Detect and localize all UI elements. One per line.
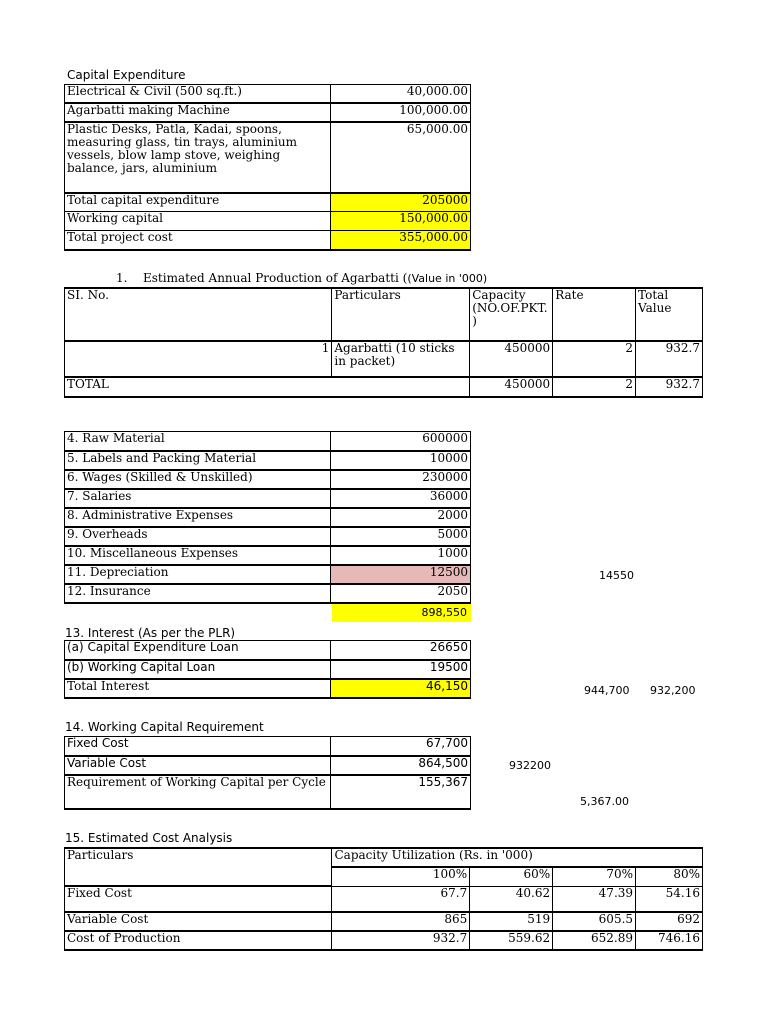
expense-value: 12500 bbox=[331, 565, 471, 584]
table-row bbox=[65, 288, 703, 341]
header-rate: Rate bbox=[553, 288, 636, 341]
table-row bbox=[65, 231, 471, 250]
expense-label: 11. Depreciation bbox=[65, 565, 331, 584]
capex-label: Plastic Desks, Patla, Kadai, spoons, measuring glass, tin trays, aluminium vessels, blow lamp stove, weighing balance, jars, aluminium bbox=[65, 122, 331, 193]
capex-label: Total capital expenditure bbox=[65, 193, 331, 212]
table-row bbox=[65, 660, 471, 679]
expense-value: 2000 bbox=[331, 508, 471, 527]
table-row bbox=[65, 451, 471, 470]
table-row bbox=[65, 912, 703, 931]
production-sl: 1 bbox=[65, 341, 332, 377]
capex-value: 205000 bbox=[331, 193, 471, 212]
percent-header: 80% bbox=[636, 867, 703, 886]
wc-value: 67,700 bbox=[331, 737, 471, 756]
cost-value: 932.7 bbox=[332, 931, 470, 950]
production-title-text: Estimated Annual Production of Agarbatti ( bbox=[143, 271, 408, 285]
table-row bbox=[65, 341, 703, 377]
table-row bbox=[65, 641, 471, 660]
wc-side-a: 932200 bbox=[509, 759, 551, 772]
table-row bbox=[65, 527, 471, 546]
expenses-side-note: 14550 bbox=[599, 569, 634, 582]
table-row bbox=[65, 212, 471, 231]
working-capital-title: 14. Working Capital Requirement bbox=[65, 720, 264, 734]
capex-label: Agarbatti making Machine bbox=[65, 103, 331, 122]
cost-value: 54.16 bbox=[636, 886, 703, 912]
table-row bbox=[65, 546, 471, 565]
header-capacity-utilization: Capacity Utilization (Rs. in '000) bbox=[332, 848, 703, 867]
interest-label: Total Interest bbox=[65, 679, 331, 698]
production-title bbox=[143, 271, 487, 285]
expense-value: 5000 bbox=[331, 527, 471, 546]
expense-label: 5. Labels and Packing Material bbox=[65, 451, 331, 470]
capex-value: 355,000.00 bbox=[331, 231, 471, 250]
capex-table bbox=[64, 84, 471, 251]
cost-label: Variable Cost bbox=[65, 912, 332, 931]
expense-value: 2050 bbox=[331, 584, 471, 603]
expense-label: 7. Salaries bbox=[65, 489, 331, 508]
cost-value: 605.5 bbox=[553, 912, 636, 931]
table-row bbox=[65, 565, 471, 584]
expense-label: 12. Insurance bbox=[65, 584, 331, 603]
table-row bbox=[65, 193, 471, 212]
interest-value: 19500 bbox=[331, 660, 471, 679]
header-particulars: Particulars bbox=[65, 848, 332, 886]
cost-value: 746.16 bbox=[636, 931, 703, 950]
interest-value: 26650 bbox=[331, 641, 471, 660]
percent-header: 100% bbox=[332, 867, 470, 886]
expense-value: 1000 bbox=[331, 546, 471, 565]
cost-analysis-title: 15. Estimated Cost Analysis bbox=[65, 831, 233, 845]
header-capacity: Capacity (NO.OF.PKT. ) bbox=[470, 288, 553, 341]
wc-label: Requirement of Working Capital per Cycle bbox=[65, 775, 331, 809]
wc-side-b: 5,367.00 bbox=[580, 795, 629, 808]
table-row bbox=[65, 432, 471, 451]
expense-label: 10. Miscellaneous Expenses bbox=[65, 546, 331, 565]
wc-value: 155,367 bbox=[331, 775, 471, 809]
expense-value: 36000 bbox=[331, 489, 471, 508]
wc-value: 864,500 bbox=[331, 756, 471, 775]
capex-label: Total project cost bbox=[65, 231, 331, 250]
production-total-rate: 2 bbox=[553, 377, 636, 397]
production-total-label: TOTAL bbox=[65, 377, 470, 397]
expenses-table bbox=[64, 431, 471, 604]
interest-label: (a) Capital Expenditure Loan bbox=[65, 641, 331, 660]
header-total-value: Total Value bbox=[636, 288, 703, 341]
capex-value: 150,000.00 bbox=[331, 212, 471, 231]
table-row bbox=[65, 679, 471, 698]
production-total-value: 932.7 bbox=[636, 377, 703, 397]
expense-label: 9. Overheads bbox=[65, 527, 331, 546]
capex-value: 65,000.00 bbox=[331, 122, 471, 193]
table-row bbox=[65, 122, 471, 193]
production-title-suffix: (Value in '000) bbox=[407, 272, 488, 285]
interest-title: 13. Interest (As per the PLR) bbox=[65, 626, 236, 640]
production-rate: 2 bbox=[553, 341, 636, 377]
production-table bbox=[64, 287, 703, 398]
cost-value: 692 bbox=[636, 912, 703, 931]
table-row bbox=[65, 848, 703, 867]
table-row bbox=[65, 737, 471, 756]
expense-value: 600000 bbox=[331, 432, 471, 451]
capex-label: Electrical & Civil (500 sq.ft.) bbox=[65, 85, 331, 103]
table-row bbox=[65, 886, 703, 912]
cost-value: 47.39 bbox=[553, 886, 636, 912]
table-row bbox=[65, 508, 471, 527]
wc-label: Fixed Cost bbox=[65, 737, 331, 756]
capex-value: 100,000.00 bbox=[331, 103, 471, 122]
interest-side-b: 932,200 bbox=[650, 684, 696, 697]
percent-header: 60% bbox=[470, 867, 553, 886]
cost-label: Fixed Cost bbox=[65, 886, 332, 912]
header-particulars: Particulars bbox=[332, 288, 470, 341]
header-sl-no: SI. No. bbox=[65, 288, 332, 341]
production-total-capacity: 450000 bbox=[470, 377, 553, 397]
table-row bbox=[65, 103, 471, 122]
cost-value: 559.62 bbox=[470, 931, 553, 950]
interest-label: (b) Working Capital Loan bbox=[65, 660, 331, 679]
interest-side-a: 944,700 bbox=[584, 684, 630, 697]
table-row bbox=[65, 377, 703, 397]
expenses-total: 898,550 bbox=[332, 604, 471, 622]
cost-analysis-table bbox=[64, 847, 703, 951]
table-row bbox=[65, 931, 703, 950]
cost-value: 40.62 bbox=[470, 886, 553, 912]
production-particulars: Agarbatti (10 sticks in packet) bbox=[332, 341, 470, 377]
cost-label: Cost of Production bbox=[65, 931, 332, 950]
cost-value: 652.89 bbox=[553, 931, 636, 950]
cost-value: 67.7 bbox=[332, 886, 470, 912]
expense-value: 230000 bbox=[331, 470, 471, 489]
interest-table bbox=[64, 640, 471, 699]
percent-header: 70% bbox=[553, 867, 636, 886]
table-row bbox=[65, 85, 471, 103]
table-row bbox=[65, 584, 471, 603]
table-row bbox=[65, 756, 471, 775]
cost-value: 519 bbox=[470, 912, 553, 931]
capex-value: 40,000.00 bbox=[331, 85, 471, 103]
table-row bbox=[65, 470, 471, 489]
table-row bbox=[65, 775, 471, 809]
expense-value: 10000 bbox=[331, 451, 471, 470]
expense-label: 8. Administrative Expenses bbox=[65, 508, 331, 527]
wc-label: Variable Cost bbox=[65, 756, 331, 775]
expense-label: 4. Raw Material bbox=[65, 432, 331, 451]
capex-title: Capital Expenditure bbox=[67, 68, 186, 82]
working-capital-table bbox=[64, 736, 471, 810]
capex-label: Working capital bbox=[65, 212, 331, 231]
production-total: 932.7 bbox=[636, 341, 703, 377]
production-capacity: 450000 bbox=[470, 341, 553, 377]
table-row bbox=[65, 489, 471, 508]
expense-label: 6. Wages (Skilled & Unskilled) bbox=[65, 470, 331, 489]
cost-value: 865 bbox=[332, 912, 470, 931]
interest-value: 46,150 bbox=[331, 679, 471, 698]
production-number: 1. bbox=[116, 271, 128, 285]
